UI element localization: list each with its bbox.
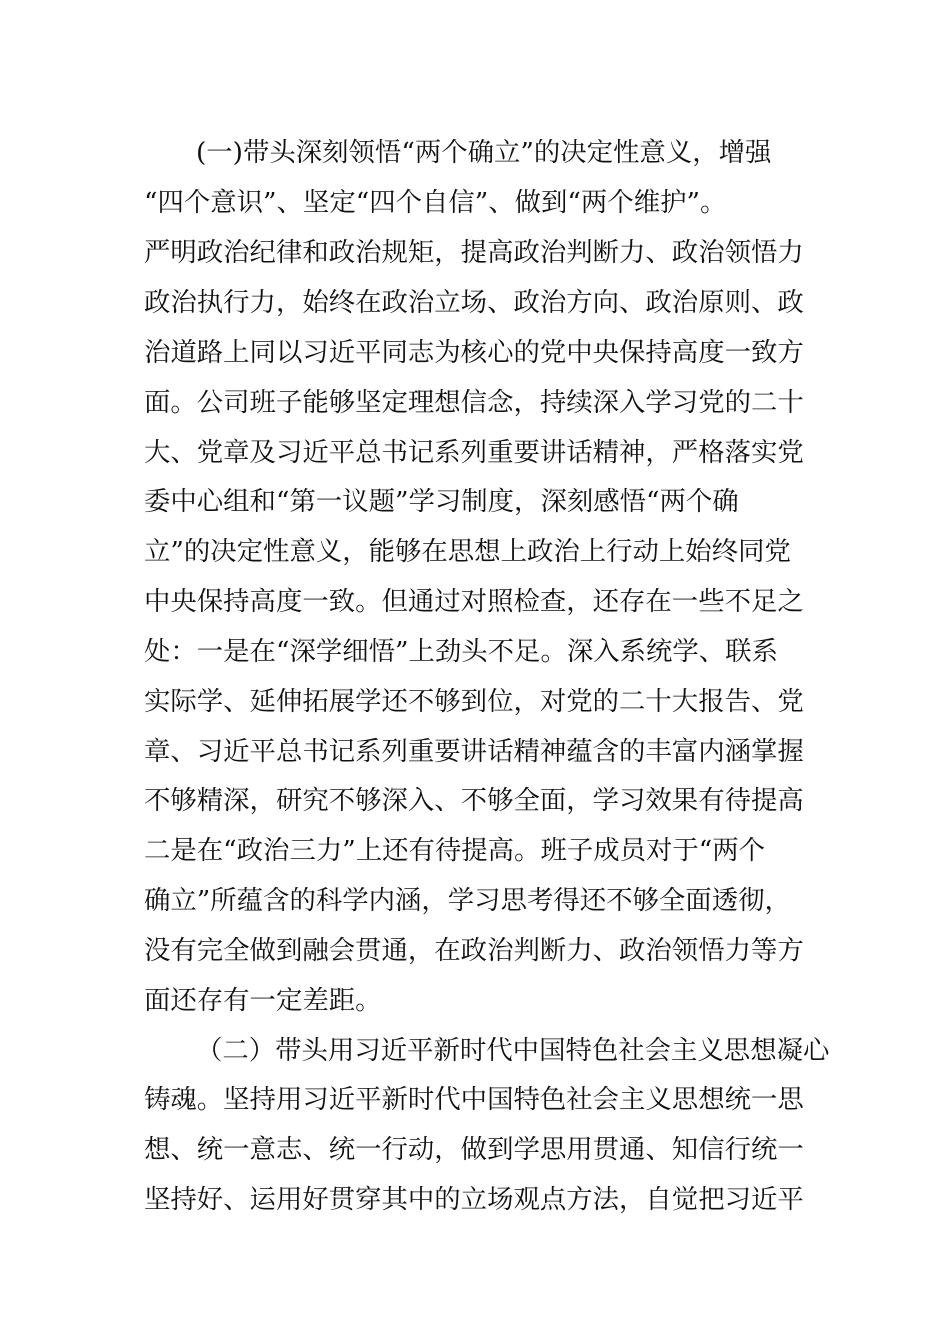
text-line: (一)带头深刻领悟“两个确立”的决定性意义，增强 (196, 137, 772, 168)
text-line: 二是在“政治三力”上还有待提高。班子成员对于“两个 (144, 835, 766, 866)
text-line: 立”的决定性意义，能够在思想上政治上行动上始终同党 (144, 536, 791, 567)
text-line: 不够精深，研究不够深入、不够全面，学习效果有待提高 (144, 785, 804, 816)
text-line: 面。公司班子能够坚定理想信念，持续深入学习党的二十 (144, 387, 804, 418)
text-line: 处：一是在“深学细悟”上劲头不足。深入系统学、联系 (144, 636, 778, 667)
text-line: 坚持好、运用好贯穿其中的立场观点方法，自觉把习近平 (144, 1184, 804, 1215)
text-line: 治道路上同以习近平同志为核心的党中央保持高度一致方 (144, 337, 804, 368)
text-line: 政治执行力，始终在政治立场、政治方向、政治原则、政 (144, 287, 804, 318)
text-line: 实际学、延伸拓展学还不够到位，对党的二十大报告、党 (144, 686, 804, 717)
text-line: 想、统一意志、统一行动，做到学思用贯通、知信行统一 (144, 1134, 804, 1165)
text-line: “四个意识”、坚定“四个自信”、做到“两个维护”。 (144, 187, 727, 218)
text-line: 章、习近平总书记系列重要讲话精神蕴含的丰富内涵掌握 (144, 736, 804, 767)
text-line: （二）带头用习近平新时代中国特色社会主义思想凝心 (196, 1035, 830, 1066)
text-line: 铸魂。坚持用习近平新时代中国特色社会主义思想统一思 (144, 1084, 804, 1115)
text-line: 没有完全做到融会贯通，在政治判断力、政治领悟力等方 (144, 935, 804, 966)
text-line: 大、党章及习近平总书记系列重要讲话精神，严格落实党 (144, 437, 804, 468)
text-line: 严明政治纪律和政治规矩，提高政治判断力、政治领悟力 (144, 237, 804, 268)
text-line: 委中心组和“第一议题”学习制度，深刻感悟“两个确 (144, 486, 739, 517)
text-line: 中央保持高度一致。但通过对照检查，还存在一些不足之 (144, 586, 804, 617)
text-line: 面还存有一定差距。 (144, 985, 382, 1016)
text-line: 确立”所蕴含的科学内涵，学习思考得还不够全面透彻， (144, 885, 791, 916)
